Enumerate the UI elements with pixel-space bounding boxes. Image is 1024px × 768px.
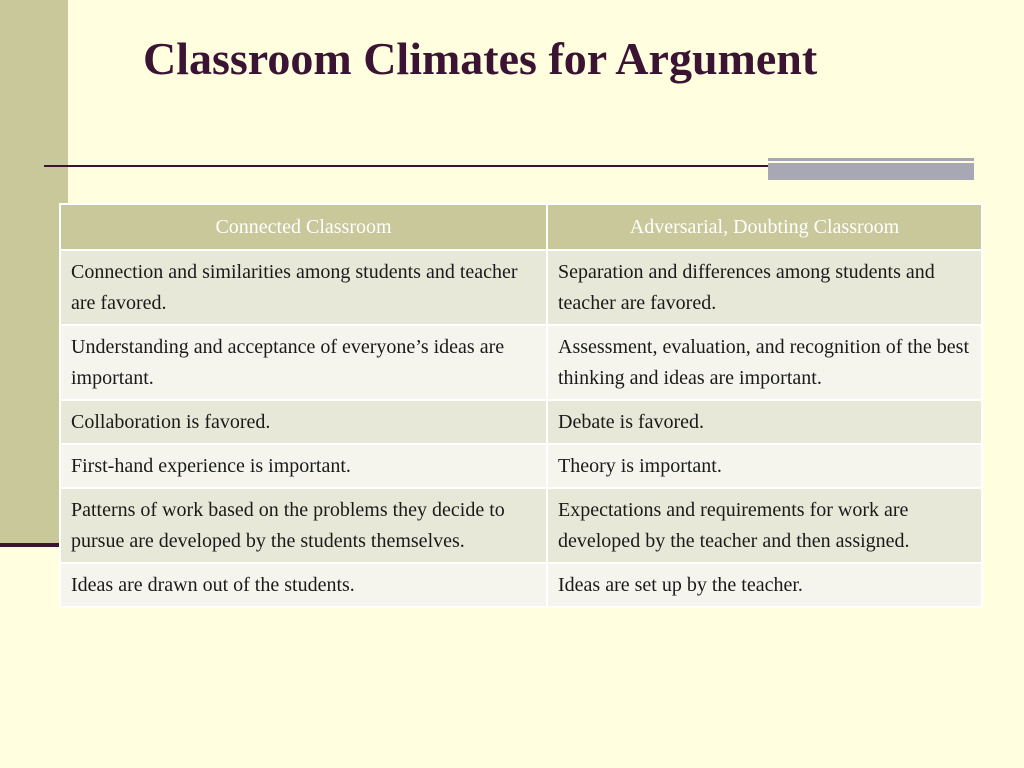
left-decorative-band [0, 0, 68, 546]
table-row [60, 563, 982, 607]
connected-cell: Collaboration is favored. [60, 400, 547, 444]
connected-cell: Ideas are drawn out of the students. [60, 563, 547, 607]
header-adversarial-classroom: Adversarial, Doubting Classroom [547, 204, 982, 250]
header-connected-classroom: Connected Classroom [60, 204, 547, 250]
table-row [60, 325, 982, 400]
left-band-rule [0, 543, 64, 547]
adversarial-cell: Debate is favored. [547, 400, 982, 444]
adversarial-cell: Expectations and requirements for work are developed by the teacher and then assigned. [547, 488, 982, 563]
table-row [60, 488, 982, 563]
connected-cell: Connection and similarities among students and teacher are favored. [60, 250, 547, 325]
connected-cell: Understanding and acceptance of everyone’s ideas are important. [60, 325, 547, 400]
adversarial-cell: Ideas are set up by the teacher. [547, 563, 982, 607]
connected-cell: First-hand experience is important. [60, 444, 547, 488]
comparison-table [59, 203, 983, 608]
title-accent-bar [768, 158, 974, 180]
table-row [60, 400, 982, 444]
slide-title: Classroom Climates for Argument [143, 33, 818, 84]
adversarial-cell: Theory is important. [547, 444, 982, 488]
adversarial-cell: Assessment, evaluation, and recognition of the best thinking and ideas are important. [547, 325, 982, 400]
table-row [60, 444, 982, 488]
table-row [60, 250, 982, 325]
adversarial-cell: Separation and differences among students and teacher are favored. [547, 250, 982, 325]
connected-cell: Patterns of work based on the problems they decide to pursue are developed by the students themselves. [60, 488, 547, 563]
table-header-row [60, 204, 982, 250]
